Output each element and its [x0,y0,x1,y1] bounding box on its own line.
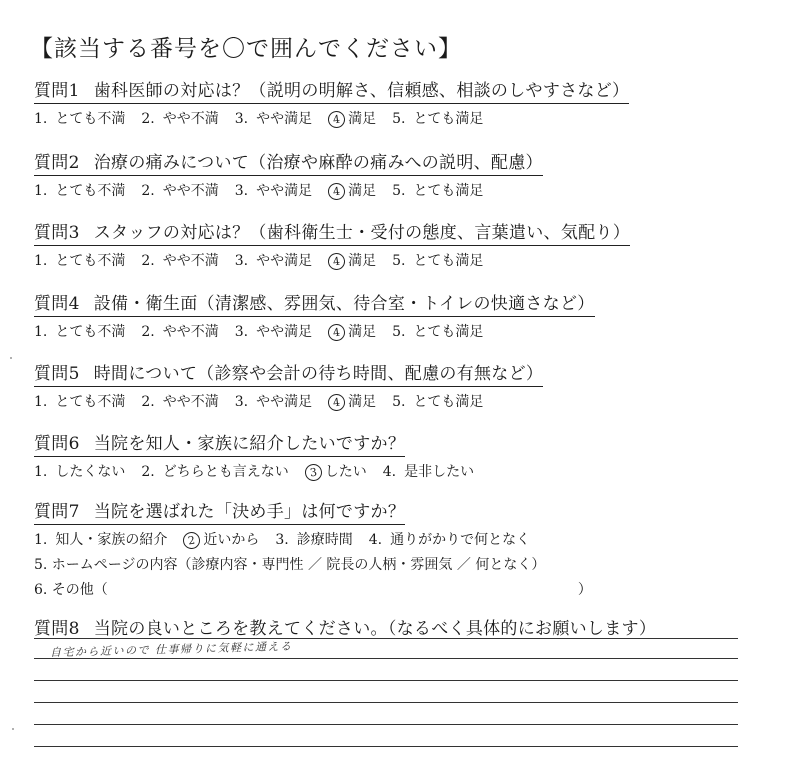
question-6-heading [34,429,405,457]
question-1 [34,76,774,128]
answer-option[interactable] [235,394,312,410]
option-number: 5. [392,324,406,340]
question-3-label: 質問3 [34,223,80,243]
question-3-text: スタッフの対応は？（歯科衛生士・受付の態度、言葉遣い、気配り） [93,223,631,243]
answer-option-selected[interactable] [328,111,376,127]
option-label: やや不満 [162,253,219,269]
option-label: 是非したい [404,464,475,480]
option-label: やや不満 [162,394,219,410]
question-4-heading [34,289,595,317]
answer-option[interactable] [34,394,125,410]
option-label: 満足 [348,253,377,269]
option-label: やや満足 [256,394,313,410]
question-1-options [34,108,774,128]
answer-option[interactable] [235,111,312,127]
scan-speck [10,357,12,359]
option-number: 1. [34,324,48,340]
answer-option[interactable] [141,253,218,269]
question-7-heading [34,497,405,525]
question-5-label: 質問5 [34,364,80,384]
option-number: 2 [182,531,201,550]
handwritten-answer: 自宅から近いので 仕事帰りに気軽に通える [49,639,293,660]
answer-option[interactable] [34,532,167,548]
option-label: 近いから [203,532,260,548]
form-title: 【該当する番号を〇で囲んでください】 [30,36,462,62]
option-label: 満足 [348,183,377,199]
answer-option[interactable] [392,111,483,127]
option-label: どちらとも言えない [162,464,289,480]
other-option-close: ） [577,582,592,598]
option-number: 2. [141,464,155,480]
option-number: 3 [304,463,323,482]
answer-option[interactable] [235,183,312,199]
option-number: 2. [141,394,155,410]
option-label: とても不満 [55,253,126,269]
answer-option[interactable] [383,464,474,480]
option-number: 1. [34,532,48,548]
option-number: 4 [327,110,346,129]
answer-option[interactable] [141,324,218,340]
option-number: 4 [327,323,346,342]
question-2-options [34,180,774,200]
question-7-options [34,529,774,549]
option-label: したくない [55,464,126,480]
option-number: 3. [234,253,249,269]
answer-option[interactable] [392,394,483,410]
answer-option[interactable] [235,253,312,269]
option-label: 知人・家族の紹介 [55,532,168,548]
option-number: 1. [34,464,48,480]
answer-option-selected[interactable] [183,532,259,548]
option-label: とても不満 [55,324,126,340]
option-number: 3. [275,532,289,548]
option-number: 2. [141,324,155,340]
option-label: やや不満 [162,111,219,127]
option-label: したい [324,464,367,480]
question-3-options [34,250,774,270]
option-label: とても満足 [413,324,484,340]
option-number: 5. [392,253,406,269]
question-7-label: 質問7 [34,502,80,522]
option-number: 2. [141,253,155,269]
answer-option[interactable] [392,253,483,269]
question-7 [34,497,774,599]
option-label: とても満足 [413,183,484,199]
question-5-text: 時間について（診察や会計の待ち時間、配慮の有無など） [93,364,544,384]
answer-lines [34,638,738,747]
option-label: やや不満 [162,324,219,340]
answer-line[interactable] [34,638,738,639]
answer-option-selected[interactable] [328,324,376,340]
option-label: やや満足 [256,183,313,199]
answer-option[interactable] [369,532,530,548]
option-number: 4. [368,532,383,548]
answer-option[interactable] [392,183,483,199]
option-label: やや満足 [256,324,313,340]
question-5-heading [34,359,543,387]
option-label: やや満足 [256,111,313,127]
option-label: とても不満 [55,183,126,199]
question-2-text: 治療の痛みについて（治療や麻酔の痛みへの説明、配慮） [93,153,543,173]
question-5 [34,359,774,411]
question-8-label: 質問8 [34,619,80,639]
option-label: とても不満 [55,394,126,410]
question-1-text: 歯科医師の対応は？（説明の明解さ、信頼感、相談のしやすさなど） [93,81,630,101]
answer-option[interactable] [392,324,483,340]
question-7-option-6[interactable] [34,579,774,599]
answer-option[interactable] [34,324,125,340]
option-number: 4 [327,393,346,412]
question-3-heading [34,218,630,246]
option-number: 3. [234,324,249,340]
option-label: とても満足 [413,253,484,269]
option-number: 1. [34,253,48,269]
question-2 [34,148,774,200]
option-number: 3. [234,111,249,127]
question-4 [34,289,774,341]
answer-option[interactable] [141,183,218,199]
answer-option[interactable] [34,183,125,199]
option-number: 1. [34,111,48,127]
question-7-option-5[interactable]: 5. ホームページの内容（診療内容・専門性 ／ 院長の人柄・雰囲気 ／ 何となく） [34,557,546,573]
question-6-label: 質問6 [34,434,80,454]
question-8-text: 当院の良いところを教えてください。（なるべく具体的にお願いします） [93,619,657,639]
option-number: 2. [141,183,155,199]
option-label: とても満足 [413,111,484,127]
option-label: 通りがかりで何となく [390,532,531,548]
option-label: 満足 [348,324,377,340]
answer-option-selected[interactable] [328,253,376,269]
answer-option-selected[interactable] [328,394,376,410]
option-number: 5. [392,183,406,199]
question-7-text: 当院を選ばれた「決め手」は何ですか？ [93,502,406,522]
question-8 [34,614,774,641]
question-4-label: 質問4 [34,294,80,314]
answer-option[interactable] [275,532,352,548]
option-label: 満足 [348,111,377,127]
answer-option-selected[interactable] [328,183,376,199]
answer-line[interactable] [34,658,738,659]
answer-option[interactable] [34,111,125,127]
question-2-heading [34,148,543,176]
scan-speck [12,728,14,730]
option-label: とても不満 [55,111,126,127]
question-5-options [34,391,774,411]
option-number: 1. [34,394,48,410]
answer-option-selected[interactable] [305,464,367,480]
option-number: 1. [34,183,48,199]
option-number: 4 [327,252,346,271]
question-8-heading [34,614,656,641]
question-1-heading [34,76,629,104]
option-number: 3. [234,394,249,410]
question-4-text: 設備・衛生面（清潔感、雰囲気、待合室・トイレの快適さなど） [93,294,595,314]
answer-line[interactable] [34,680,738,681]
option-label: 満足 [348,394,377,410]
answer-option[interactable] [141,394,218,410]
option-number: 2. [141,111,155,127]
option-label: やや満足 [256,253,313,269]
answer-line[interactable] [34,702,738,703]
option-number: 4 [327,182,346,201]
question-3 [34,218,774,270]
question-6-options [34,461,774,481]
question-4-options [34,321,774,341]
other-option-label: 6. その他（ [34,582,108,598]
option-number: 5. [392,394,406,410]
option-number: 4. [382,464,397,480]
question-6-text: 当院を知人・家族に紹介したいですか？ [93,434,406,454]
option-number: 3. [234,183,249,199]
answer-option[interactable] [235,324,312,340]
option-label: とても満足 [413,394,484,410]
answer-option[interactable] [34,464,125,480]
answer-line[interactable] [34,724,738,725]
answer-option[interactable] [141,111,218,127]
answer-option[interactable] [34,253,125,269]
answer-option[interactable] [141,464,288,480]
question-6 [34,429,774,481]
answer-line[interactable] [34,746,738,747]
option-number: 5. [392,111,406,127]
option-label: 診療時間 [296,532,353,548]
option-label: やや不満 [162,183,219,199]
question-1-label: 質問1 [34,81,80,101]
question-2-label: 質問2 [34,153,80,173]
